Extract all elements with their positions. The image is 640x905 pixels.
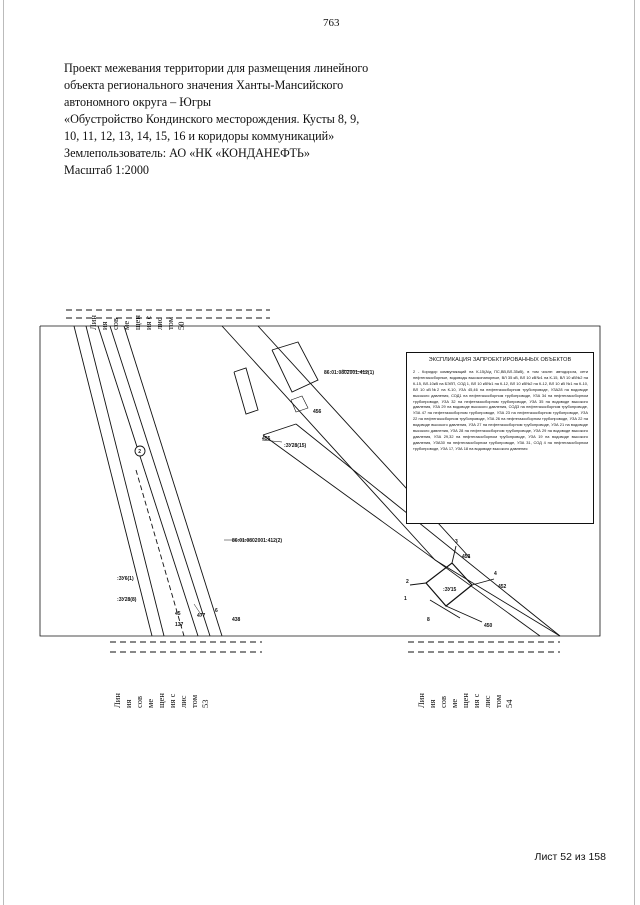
point-number: 477 xyxy=(197,613,206,619)
point-number: 455 xyxy=(262,436,271,442)
scale-line: Масштаб 1:2000 xyxy=(64,163,150,177)
point-number: 450 xyxy=(484,623,493,629)
page-number: 763 xyxy=(323,17,340,29)
match-line-label-top: Лин ия сов ме щен ия с лис том 50 xyxy=(88,315,186,330)
corridor-line xyxy=(124,326,222,636)
point-number: 1 xyxy=(404,596,407,602)
legend-text: 2 - Коридор коммуникаций на К-15(А/д ПС,ВВ,ВЛ-35кВ), в том числе: автодорога, сети нефтегазосборные, водоводы высоконапорные, ВЛ 35 кВ, ВЛ 10 кВ№1 на К-15, ВЛ 10 кВ№2 на К-15, ВЛ-10кВ на БЭЛП, СОД 1, ВЛ 10 кВ№1 на К-12, ВЛ 10 кВ№2 на К-12, ВЛ 10 кВ №1 на К-10, ВЛ 10 кВ№2 на К-10, УЗА 45,46 на нефтегазосборном трубопроводе, УЗА28 на водоводе высокого давления, СОД1 на нефтегазосборном трубопроводе, УЗА 34 на нефтегазосборном трубопроводе, УЗА 32 на нефтегазосборном трубопроводе, УЗА 35 на водоводе высокого давления, УЗА 29 на водоводе высокого давления, СОД3 на нефтегазосборном трубопроводе, УЗА 47 на нефтегазосборном трубопроводе, УЗА 23 на нефтегазосборном трубопроводе, УЗА 22 на нефтегазосборном трубопроводе, УЗА 26 на нефтегазосборном трубопроводе, УЗА 22 на водоводе высокого давления, УЗА 27 на нефтегазосборном трубопроводе, УЗА 21 на водоводе высокого давления, УЗА 28 на нефтегазосборном трубопроводе, УЗА 29 на водоводе высокого давления, УЗА 29,32 на нефтегазосборном трубопроводе, УЗА 19 на водоводе высокого давления, УЗА30 на нефтегазосборном трубопроводе, УЗА 31, СОД 4 на нефтегазосборном трубопроводе, УЗА 17, УЗА 18 на водоводе высокого давления xyxy=(413,369,588,451)
parcel-label: :ЗУ15 xyxy=(443,587,457,593)
match-line-label-bottom-right: Лин ия сов ме щен ия с лис том 54 xyxy=(416,693,514,708)
objects-explication-legend xyxy=(406,352,594,524)
point-number: 2 xyxy=(406,579,409,585)
corridor-line xyxy=(435,560,560,636)
scan-edge xyxy=(3,0,4,905)
legend-title: ЭКСПЛИКАЦИЯ ЗАПРОЕКТИРОВАННЫХ ОБЪЕКТОВ xyxy=(428,357,572,363)
title-line: «Обустройство Кондинского месторождения. Кусты 8, 9, xyxy=(64,112,360,126)
parcel-label: :ЗУ6(1) xyxy=(117,576,134,582)
point-number: 453 xyxy=(462,554,471,560)
scan-edge xyxy=(634,0,635,905)
pad-outline xyxy=(234,368,258,414)
match-line-label-bottom-left: Лин ия сов ме щен ия с лис том 53 xyxy=(112,693,210,708)
sheet-counter: Лист 52 из 158 xyxy=(534,851,606,863)
title-line: 10, 11, 12, 13, 14, 15, 16 и коридоры коммуникаций» xyxy=(64,129,335,143)
cadastral-number: 86:01:0802001:412(1) xyxy=(324,370,375,376)
title-line: объекта регионального значения Ханты-Мансийского xyxy=(64,78,344,92)
point-number: 3 xyxy=(455,539,458,545)
point-number: 137 xyxy=(175,622,184,628)
title-line: Проект межевания территории для размещения линейного xyxy=(64,61,369,75)
cadastral-number: 86:01:0802001:412(2) xyxy=(232,538,283,544)
title-line: автономного округа – Югры xyxy=(64,95,212,109)
parcel-boundary xyxy=(263,424,296,435)
parcel-label: :ЗУ28(8) xyxy=(117,597,137,603)
point-number: 45 xyxy=(175,611,181,617)
land-user-line: Землепользователь: АО «НК «КОНДАНЕФТЬ» xyxy=(64,146,311,160)
corridor-line xyxy=(222,326,435,560)
corridor-marker-label: 2 xyxy=(138,449,141,455)
point-number: 452 xyxy=(498,584,507,590)
point-number: 6 xyxy=(215,608,218,614)
point-number: 4 xyxy=(494,571,497,577)
point-number: 8 xyxy=(427,617,430,623)
point-number: 438 xyxy=(232,617,241,623)
point-number: 456 xyxy=(313,409,322,415)
parcel-label: :ЗУ28(15) xyxy=(284,443,307,449)
